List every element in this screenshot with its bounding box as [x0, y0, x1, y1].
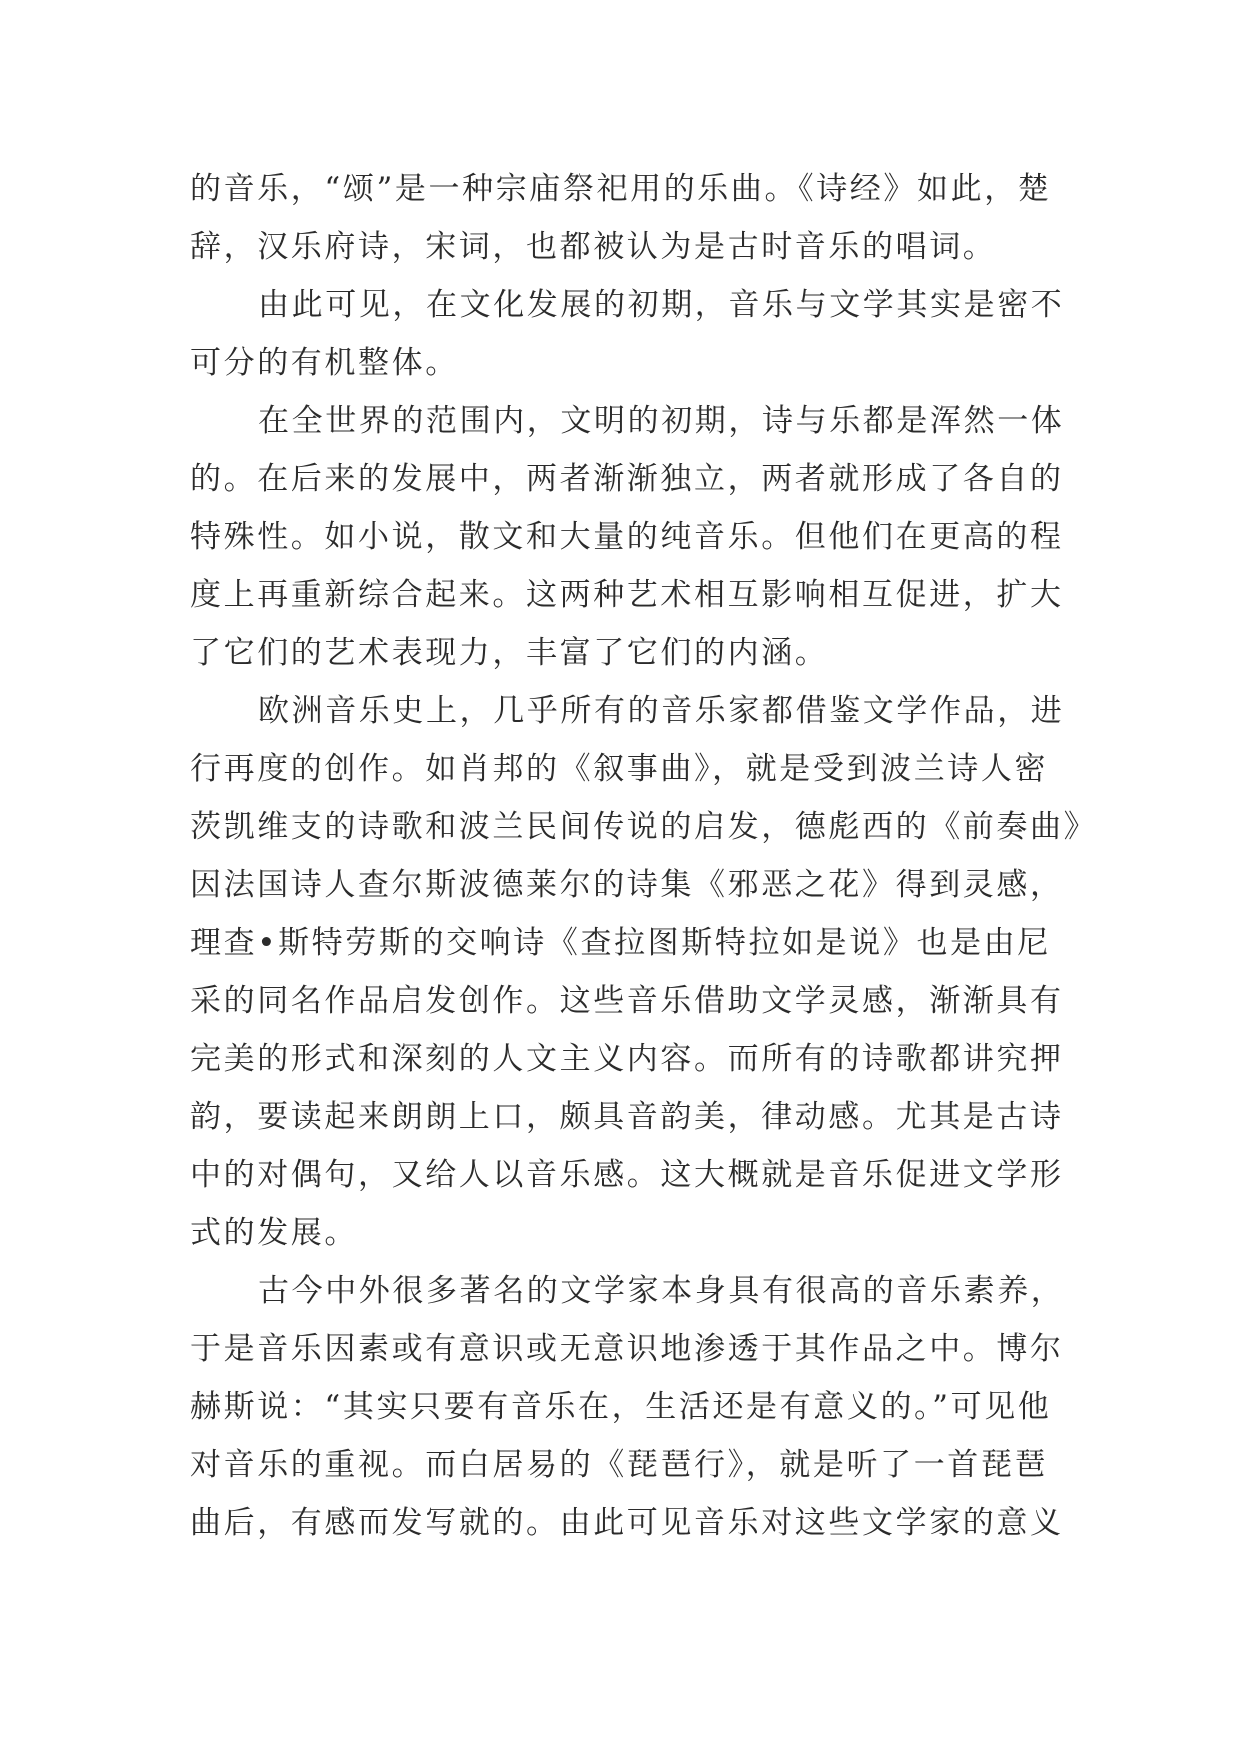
text-line-11: 行再度的创作。如肖邦的《叙事曲》，就是受到波兰诗人密: [190, 751, 1049, 787]
text-line-22: 赫斯说：“其实只要有音乐在，生活还是有意义的。”可见他: [190, 1389, 1052, 1425]
text-line-3: 由此可见，在文化发展的初期，音乐与文学其实是密不: [258, 287, 1065, 323]
text-line-8: 度上再重新综合起来。这两种艺术相互影响相互促进，扩大: [190, 577, 1064, 613]
text-line-5: 在全世界的范围内，文明的初期，诗与乐都是浑然一体: [258, 403, 1065, 439]
text-line-14: 理查•斯特劳斯的交响诗《查拉图斯特拉如是说》也是由尼: [190, 925, 1051, 961]
text-line-18: 中的对偶句，又给人以音乐感。这大概就是音乐促进文学形: [190, 1157, 1064, 1193]
text-line-9: 了它们的艺术表现力，丰富了它们的内涵。: [190, 635, 829, 671]
text-line-16: 完美的形式和深刻的人文主义内容。而所有的诗歌都讲究押: [190, 1041, 1064, 1077]
text-line-4: 可分的有机整体。: [190, 345, 459, 381]
text-line-1: 的音乐，“颂”是一种宗庙祭祀用的乐曲。《诗经》如此，楚: [190, 171, 1052, 207]
text-line-10: 欧洲音乐史上，几乎所有的音乐家都借鉴文学作品，进: [258, 693, 1065, 729]
text-line-17: 韵，要读起来朗朗上口，颇具音韵美，律动感。尤其是古诗: [190, 1099, 1064, 1135]
text-line-23: 对音乐的重视。而白居易的《琵琶行》，就是听了一首琵琶: [190, 1447, 1049, 1483]
text-line-13: 因法国诗人查尔斯波德莱尔的诗集《邪恶之花》得到灵感，: [190, 867, 1064, 903]
text-line-21: 于是音乐因素或有意识或无意识地渗透于其作品之中。博尔: [190, 1331, 1064, 1367]
text-line-20: 古今中外很多著名的文学家本身具有很高的音乐素养，: [258, 1273, 1065, 1309]
text-line-2: 辞，汉乐府诗，宋词，也都被认为是古时音乐的唱词。: [190, 229, 997, 265]
text-line-7: 特殊性。如小说，散文和大量的纯音乐。但他们在更高的程: [190, 519, 1064, 555]
text-line-15: 采的同名作品启发创作。这些音乐借助文学灵感，渐渐具有: [190, 983, 1064, 1019]
text-line-6: 的。在后来的发展中，两者渐渐独立，两者就形成了各自的: [190, 461, 1064, 497]
text-line-24: 曲后，有感而发写就的。由此可见音乐对这些文学家的意义: [190, 1505, 1064, 1541]
body-text: [190, 160, 1098, 1552]
text-line-12: 茨凯维支的诗歌和波兰民间传说的启发，德彪西的《前奏曲》: [190, 809, 1098, 845]
text-line-19: 式的发展。: [190, 1215, 358, 1251]
